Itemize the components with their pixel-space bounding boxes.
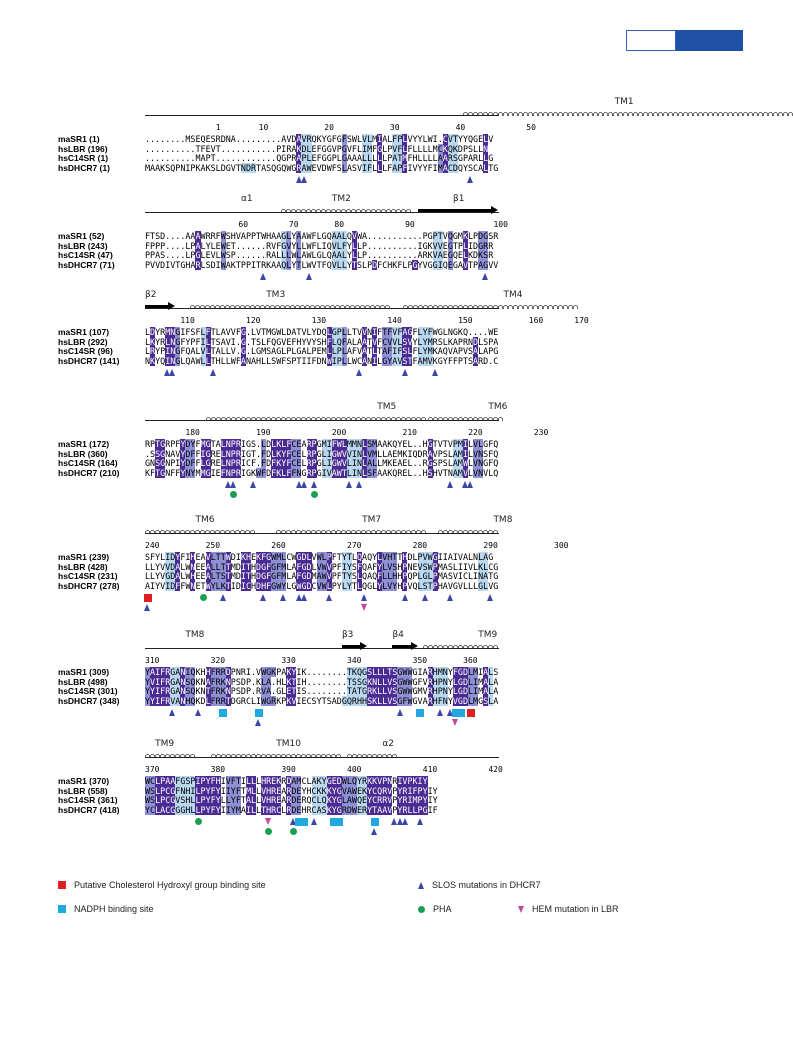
pink-triangle-icon bbox=[518, 906, 524, 913]
sequence-row bbox=[58, 164, 758, 174]
sequence-name: maSR1 (309) bbox=[58, 667, 110, 677]
position-number: 90 bbox=[405, 220, 415, 229]
pha-marker bbox=[311, 491, 318, 498]
slos-mutation-marker bbox=[311, 481, 317, 488]
structure-label: TM6 bbox=[195, 515, 215, 525]
sequence-residues: YYIFRVANHQKDLFRRTDGRCLIWGRKPKVIECSYTSADGQRHHSKLLVSGFWGVARHFNYVGDLMGSLA bbox=[145, 695, 499, 706]
sequence-name: hsLBR (360) bbox=[58, 448, 108, 459]
slos-mutation-marker bbox=[144, 604, 150, 611]
disordered-dash bbox=[468, 308, 498, 309]
sequence-row bbox=[58, 582, 758, 592]
position-number: 110 bbox=[180, 316, 195, 325]
structure-label: TM6 bbox=[488, 402, 508, 412]
slos-mutation-marker bbox=[356, 369, 362, 376]
position-number: 20 bbox=[324, 123, 334, 132]
position-number: 120 bbox=[246, 316, 261, 325]
sequence-residues: LKYRLNGFYPFILTSAVI.G.TSLFQGVEFHYVYSHFLQFALAATVFCVVLSVYLYMRSLKAPRNDLSPA bbox=[145, 336, 499, 347]
position-number: 70 bbox=[288, 220, 299, 229]
secondary-structure bbox=[58, 192, 758, 220]
structure-line bbox=[145, 115, 499, 116]
annotation-markers bbox=[58, 366, 758, 392]
legend-cholesterol bbox=[58, 880, 266, 890]
sequence-residues: ..........TFEVT...........PIRAKDLEFGGVPGVFLIMFGLPVFLFLLLLMCKQKDPSLLN bbox=[145, 143, 489, 154]
position-number: 200 bbox=[331, 428, 347, 437]
position-number: 190 bbox=[256, 428, 271, 437]
sequence-name: hsDHCR7 (141) bbox=[58, 355, 120, 366]
position-number: 370 bbox=[145, 765, 160, 774]
structure-label: α1 bbox=[240, 194, 253, 204]
slos-mutation-marker bbox=[371, 828, 377, 835]
nadph-site-marker bbox=[255, 709, 263, 717]
green-dot-icon bbox=[418, 906, 425, 913]
helix-coil bbox=[463, 110, 793, 117]
position-number: 410 bbox=[422, 765, 438, 774]
nadph-site-marker bbox=[371, 818, 379, 826]
sequence-row bbox=[58, 357, 758, 367]
structure-label: β2 bbox=[145, 290, 157, 300]
cholesterol-site-marker bbox=[144, 594, 152, 602]
position-number: 300 bbox=[554, 541, 569, 550]
alignment-block bbox=[58, 737, 758, 841]
sequence-residues: LLYVGDALWHEEALTSTMDITHDGFGFMLAFGDMAWVPFTYSLQAQFLLHHPQPLGLPMASVICLINATG bbox=[145, 571, 499, 581]
slos-mutation-marker bbox=[402, 369, 408, 376]
secondary-structure bbox=[58, 400, 758, 428]
hem-mutation-marker bbox=[265, 818, 271, 825]
sequence-name: hsDHCR7 (210) bbox=[58, 467, 120, 478]
slos-mutation-marker bbox=[260, 273, 266, 280]
position-number: 10 bbox=[258, 123, 269, 132]
structure-label: α2 bbox=[382, 739, 395, 749]
helix-coil bbox=[145, 752, 196, 759]
sequence-residues: FTSD....AAAWRRFWSHVAPPTWHAAGLYAAWFLGQAALQVWA...........PGPTVQGMKLPDGSR bbox=[145, 231, 499, 241]
sequence-residues: AIYVIDFFWNETWYLKTIDICHDHFGWYLGWGDCVWLPYLYTLQGLYLVYHPVQLSTPHAVGVLLLGLVG bbox=[145, 580, 499, 591]
sequence-name: hsLBR (498) bbox=[58, 676, 108, 687]
nadph-site-marker bbox=[457, 709, 465, 717]
helix-coil bbox=[438, 528, 499, 535]
sequence-residues: NKYQINGLQAWLLTHLLWFANAHLLSWFSPTIIFDNWIPLLWCANILGYAVSTFAMVKGYFFPTSARD.C bbox=[145, 355, 499, 366]
position-number: 360 bbox=[463, 656, 478, 665]
sequence-name: hsC14SR (301) bbox=[58, 686, 118, 696]
structure-label: TM1 bbox=[614, 97, 634, 107]
structure-label: TM3 bbox=[266, 290, 286, 300]
sequence-row bbox=[58, 469, 758, 479]
alignment-block bbox=[58, 513, 758, 617]
alignment-block bbox=[58, 400, 758, 504]
annotation-markers bbox=[58, 815, 758, 841]
sequence-row bbox=[58, 697, 758, 707]
slos-mutation-marker bbox=[195, 709, 201, 716]
structure-label: TM8 bbox=[185, 630, 205, 640]
slos-mutation-marker bbox=[487, 594, 493, 601]
sequence-residues: PVVDIVTGHARLSDIWAKTPPITRKAAQLYTLWVTFQVLLYTSLPDFCHKFLPGYVGGIQEGAVTPAGVV bbox=[145, 259, 499, 270]
annotation-markers bbox=[58, 591, 758, 617]
legend-nadph bbox=[58, 904, 154, 914]
slos-mutation-marker bbox=[361, 594, 367, 601]
nadph-site-marker bbox=[416, 709, 424, 717]
position-number: 400 bbox=[347, 765, 362, 774]
sequence-residues: YCLACGGGHLLPYFYIIYMAILLTHRCLRDEHRCASKYGRDWERYTAAVPYRLLPGIF bbox=[145, 804, 438, 815]
position-number: 130 bbox=[311, 316, 327, 325]
sequence-residues: GNSGNPIYDFFLGRELNPRICF.FDFKYFCELRPGLIGWVLINLALLMKEAEL..RGSPSLAMWLVNGFQ bbox=[145, 458, 499, 468]
slos-mutation-marker bbox=[397, 709, 403, 716]
sequence-residues: FPPP....LPALYLEWET......RVFGVYLLWFLIQVLFYLLP..........IGKVVEGTPLIDGRR bbox=[145, 240, 494, 251]
slos-mutation-marker bbox=[402, 594, 408, 601]
slos-mutation-marker bbox=[482, 273, 488, 280]
slos-mutation-marker bbox=[356, 481, 362, 488]
legend-hem-label: HEM mutation in LBR bbox=[532, 904, 619, 914]
sequence-name: hsLBR (292) bbox=[58, 336, 108, 347]
position-number: 250 bbox=[205, 541, 221, 550]
structure-label: TM7 bbox=[362, 515, 382, 525]
annotation-markers bbox=[58, 706, 758, 732]
sequence-residues: LLYVVDALWNEEALLTTMDITHDGFGFMLAFGDLVWVPFIYSFQAFYLVSHPNEVSWPMASLIIVLKLCG bbox=[145, 561, 499, 572]
position-number: 350 bbox=[412, 656, 428, 665]
sequence-residues: LDYRMNGIFSFLFTLAVVFG.LVTMGWLDATVLYDQLGPLLTVVNIFTFVFAGFLYFWGLNGKQ....WE bbox=[145, 327, 499, 337]
sequence-name: hsC14SR (361) bbox=[58, 795, 118, 805]
position-number: 210 bbox=[402, 428, 417, 437]
slos-mutation-marker bbox=[169, 709, 175, 716]
sequence-residues: YYIFRGANSQKNTFRKNPSDP.RVA.GLETIS........TATGRKLLVSGWWGMVRHPNYLGDLIMALA bbox=[145, 686, 499, 696]
sequence-name: hsLBR (558) bbox=[58, 785, 108, 796]
red-square-icon bbox=[58, 881, 66, 889]
structure-label: TM9 bbox=[155, 739, 175, 749]
sequence-residues: WSLPCGVSHLLPYFYLLYFTALLVHREARDERQCLQKYGLAWQEYCRRVPYRIMPYIY bbox=[145, 795, 438, 805]
sequence-name: hsC14SR (1) bbox=[58, 153, 109, 163]
sequence-name: hsDHCR7 (418) bbox=[58, 804, 120, 815]
legend-hem bbox=[518, 904, 619, 914]
alignment-block bbox=[58, 288, 758, 392]
slos-mutation-marker bbox=[467, 481, 473, 488]
position-number: 390 bbox=[281, 765, 296, 774]
pha-marker bbox=[200, 594, 207, 601]
position-number: 40 bbox=[455, 123, 466, 132]
hem-mutation-marker bbox=[361, 604, 367, 611]
slos-mutation-marker bbox=[432, 369, 438, 376]
disordered-dash bbox=[145, 420, 185, 421]
helix-coil bbox=[347, 752, 398, 759]
slos-mutation-marker bbox=[301, 176, 307, 183]
pha-marker bbox=[265, 828, 272, 835]
slos-mutation-marker bbox=[250, 481, 256, 488]
sequence-name: hsC14SR (164) bbox=[58, 458, 118, 468]
sequence-name: hsC14SR (47) bbox=[58, 250, 113, 260]
pha-marker bbox=[195, 818, 202, 825]
secondary-structure bbox=[58, 95, 758, 123]
cyan-square-icon bbox=[58, 905, 66, 913]
position-number: 80 bbox=[334, 220, 345, 229]
alignment-block bbox=[58, 628, 758, 732]
secondary-structure bbox=[58, 628, 758, 656]
position-number: 50 bbox=[526, 123, 536, 132]
slos-mutation-marker bbox=[447, 594, 453, 601]
sequence-name: hsDHCR7 (348) bbox=[58, 695, 120, 706]
slos-mutation-marker bbox=[280, 594, 286, 601]
beta-strand-arrow bbox=[418, 209, 493, 212]
position-number: 220 bbox=[468, 428, 483, 437]
position-number: 60 bbox=[238, 220, 249, 229]
structure-label: TM10 bbox=[276, 739, 302, 749]
secondary-structure bbox=[58, 288, 758, 316]
position-number: 30 bbox=[389, 123, 400, 132]
annotation-markers bbox=[58, 478, 758, 504]
legend-pha bbox=[418, 904, 452, 914]
slos-mutation-marker bbox=[447, 481, 453, 488]
sequence-residues: RPTGRPFYDYFMGTALNPRIGS.LDLKLFCEARPGMIFWLMMNLSMAAKQYEL..HGTVTVPMILVLGFQ bbox=[145, 439, 499, 449]
nadph-site-marker bbox=[219, 709, 227, 717]
slos-mutation-marker bbox=[346, 481, 352, 488]
sequence-row bbox=[58, 806, 758, 816]
position-number: 180 bbox=[185, 428, 200, 437]
beta-strand-arrow bbox=[392, 645, 411, 648]
sequence-name: hsDHCR7 (278) bbox=[58, 580, 120, 591]
helix-coil bbox=[211, 752, 342, 759]
page-number-box bbox=[626, 30, 743, 51]
sequence-name: hsC14SR (231) bbox=[58, 571, 118, 581]
slos-mutation-marker bbox=[301, 481, 307, 488]
sequence-residues: YVIFRGANSQKNAFRKNPSDP.KLA.HLKTIH........TSSGKNLLVSGWWGFVRHPNYLGDLIMALA bbox=[145, 676, 499, 687]
position-number: 270 bbox=[347, 541, 362, 550]
helix-coil bbox=[281, 207, 412, 214]
sequence-name: maSR1 (52) bbox=[58, 231, 105, 241]
sequence-name: maSR1 (1) bbox=[58, 134, 100, 144]
slos-mutation-marker bbox=[210, 369, 216, 376]
structure-label: TM9 bbox=[478, 630, 498, 640]
secondary-structure bbox=[58, 513, 758, 541]
legend-slos bbox=[418, 880, 541, 890]
sequence-name: maSR1 (370) bbox=[58, 776, 110, 786]
slos-mutation-marker bbox=[220, 594, 226, 601]
position-number: 100 bbox=[493, 220, 508, 229]
slos-mutation-marker bbox=[230, 481, 236, 488]
helix-coil bbox=[190, 303, 392, 310]
blue-triangle-icon bbox=[418, 882, 424, 889]
pha-marker bbox=[230, 491, 237, 498]
slos-mutation-marker bbox=[301, 594, 307, 601]
helix-coil bbox=[145, 528, 256, 535]
page-box-left bbox=[626, 30, 676, 51]
sequence-residues: KFTGNFFYNYMMGIEFNPRIGKWFDFKLFFNGRPGIVAWTLINLSFAAKQREL..HSHVTNAMVLVNVLQ bbox=[145, 467, 499, 478]
nadph-site-marker bbox=[335, 818, 343, 826]
structure-label: β3 bbox=[341, 630, 354, 640]
position-number: 290 bbox=[483, 541, 498, 550]
sequence-name: hsC14SR (96) bbox=[58, 346, 113, 356]
position-number: 280 bbox=[412, 541, 428, 550]
slos-mutation-marker bbox=[417, 818, 423, 825]
hem-mutation-marker bbox=[452, 719, 458, 726]
structure-label: TM8 bbox=[493, 515, 513, 525]
nadph-site-marker bbox=[300, 818, 308, 826]
position-number: 140 bbox=[387, 316, 402, 325]
legend-slos-label: SLOS mutations in DHCR7 bbox=[432, 880, 541, 890]
secondary-structure bbox=[58, 737, 758, 765]
alignment-block bbox=[58, 95, 758, 199]
alignment-block bbox=[58, 192, 758, 296]
sequence-residues: ..........MAPT............QGPRAPLEFGGPLGAAALLLLLPATMFHLLLLAARSGPARLLG bbox=[145, 153, 494, 163]
sequence-residues: WCLPAAFGSPIPYFHIVFTILLLHREKRDAMCLAKYGEDWLQYRKKVPNRIVPKIY bbox=[145, 776, 428, 786]
slos-mutation-marker bbox=[311, 818, 317, 825]
position-number: 310 bbox=[145, 656, 160, 665]
position-number: 230 bbox=[533, 428, 549, 437]
sequence-name: hsLBR (196) bbox=[58, 143, 108, 154]
sequence-residues: LRYPINGFQALVLTALLV.G.LGMSAGLPLGALPEMLLPLAFVATLTAFIFSLFLYMKAQVAPVSALAPG bbox=[145, 346, 499, 356]
structure-label: TM4 bbox=[503, 290, 523, 300]
sequence-residues: YAIFRGANIQKHHFRRDPNRI.VWGKPAKYIK........TKQGSLLLTSGWWGIARHMNYFGDLMIALS bbox=[145, 667, 499, 677]
position-number: 420 bbox=[488, 765, 503, 774]
sequence-name: maSR1 (172) bbox=[58, 439, 110, 449]
legend-cholesterol-label: Putative Cholesterol Hydroxyl group binding site bbox=[74, 880, 266, 890]
structure-label: β1 bbox=[453, 194, 465, 204]
beta-strand-arrow bbox=[342, 645, 361, 648]
position-number: 320 bbox=[210, 656, 226, 665]
slos-mutation-marker bbox=[306, 273, 312, 280]
sequence-name: hsDHCR7 (71) bbox=[58, 259, 115, 270]
structure-label: TM5 bbox=[377, 402, 397, 412]
structure-label: TM2 bbox=[331, 194, 351, 204]
position-number: 340 bbox=[347, 656, 362, 665]
position-number: 1 bbox=[215, 123, 221, 132]
slos-mutation-marker bbox=[255, 719, 261, 726]
slos-mutation-marker bbox=[437, 709, 443, 716]
pha-marker bbox=[290, 828, 297, 835]
sequence-residues: PPAS....LPGLEVLWSP......RALLLWLAWLGLQAALYLLP..........ARKVAEGQELKDKSR bbox=[145, 250, 494, 260]
legend-nadph-label: NADPH binding site bbox=[74, 904, 154, 914]
sequence-residues: .SSGNAVYDFFIGRELNPRIGT.FDLKYFCELRPGLIGWVVINLVMLLAEMKIQDRAVPSLAMILVNSFQ bbox=[145, 448, 499, 459]
sequence-residues: SFYLIDYFIHEAVLTTWDIKHEKFGWMLCWGDLVWLPFTYTLQAQYLVHTTHDLPVWGIIAIVALNLAG bbox=[145, 552, 494, 562]
slos-mutation-marker bbox=[467, 176, 473, 183]
position-number: 160 bbox=[528, 316, 544, 325]
sequence-residues: WSLPCGFNHILPYFYIIYFTMLLVHREARDEYHCKKKYGVAWEKYCQRVPYRIFPYIY bbox=[145, 785, 438, 796]
structure-label: β4 bbox=[392, 630, 404, 640]
position-number: 240 bbox=[145, 541, 160, 550]
slos-mutation-marker bbox=[402, 818, 408, 825]
sequence-row bbox=[58, 261, 758, 271]
sequence-residues: ........MSEQESRDNA.........AVDAVRQKYGFGFSWLVLMIALFPLVYYLWI.CVTYYQGELV bbox=[145, 134, 494, 144]
page-box-right bbox=[676, 30, 743, 51]
position-number: 260 bbox=[271, 541, 286, 550]
position-number: 330 bbox=[281, 656, 296, 665]
legend bbox=[58, 880, 758, 920]
helix-coil bbox=[423, 643, 499, 650]
slos-mutation-marker bbox=[260, 594, 266, 601]
helix-coil bbox=[206, 415, 428, 422]
beta-strand-arrow bbox=[145, 305, 169, 308]
sequence-name: maSR1 (239) bbox=[58, 552, 110, 562]
slos-mutation-marker bbox=[422, 594, 428, 601]
position-number: 380 bbox=[210, 765, 226, 774]
sequence-residues: MAAKSQPNIPKAKSLDGVTNDRTASQGQWGRAWEVDWFSLASVIFLLLFAPFIVYYFIMACDQYSCALTG bbox=[145, 162, 499, 173]
sequence-name: maSR1 (107) bbox=[58, 327, 110, 337]
slos-mutation-marker bbox=[326, 594, 332, 601]
sequence-name: hsLBR (243) bbox=[58, 240, 108, 251]
legend-pha-label: PHA bbox=[433, 904, 452, 914]
slos-mutation-marker bbox=[169, 369, 175, 376]
helix-coil bbox=[276, 528, 428, 535]
position-number: 170 bbox=[574, 316, 589, 325]
position-number: 150 bbox=[458, 316, 473, 325]
helix-coil bbox=[428, 415, 504, 422]
sequence-name: hsLBR (428) bbox=[58, 561, 108, 572]
sequence-name: hsDHCR7 (1) bbox=[58, 162, 110, 173]
cholesterol-site-marker bbox=[467, 709, 475, 717]
